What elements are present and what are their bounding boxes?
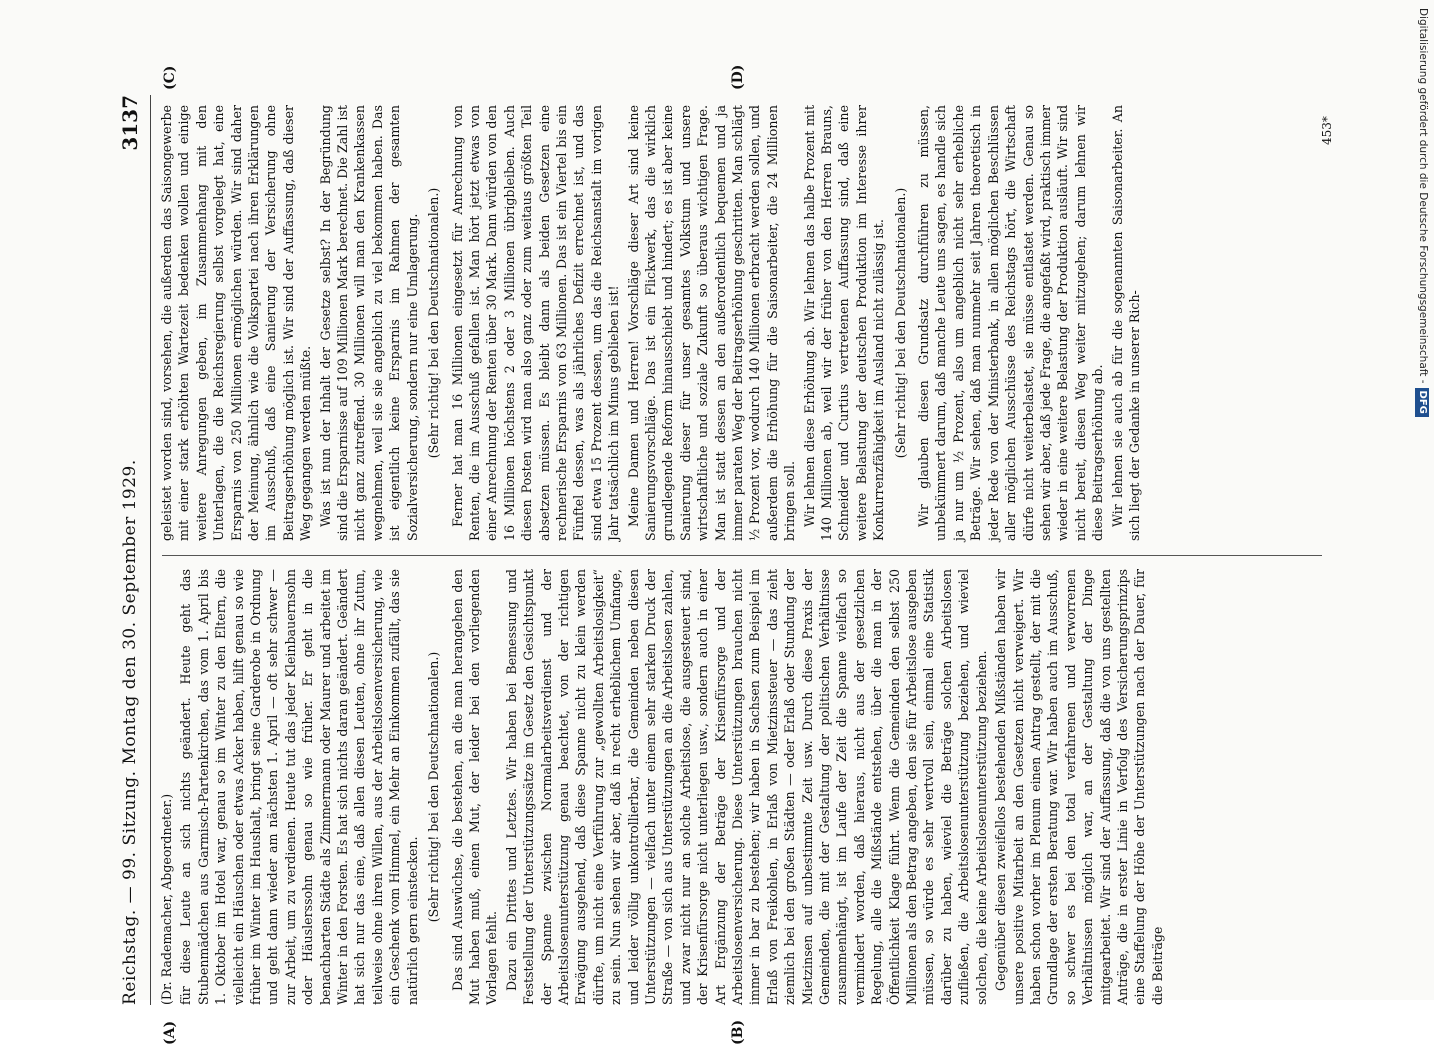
paragraph: Dazu ein Drittes und Letztes. Wir haben bei Bemessung und Feststellung der Unterstützungssätze im Gesetz den Gesichtspunkt der Spanne zwischen Normalarbeitsverdienst und der Arbeitslosenunterstützung genau beachtet, von der richtigen Erwägung ausgehend, daß diese Spanne nicht zu klein werden dürfte, um nicht eine Verführung zur „gewollten Arbeitslosigkeit“ zu sein. Nun sehen wir aber, daß in recht erheblichem Umfange, und leider völlig unkontrollierbar, die Gemeinden neben diesen Unterstützungen — vielfach unter einem sehr starken Druck der Straße — von sich aus Unterstützungen an die Arbeitslosen zahlen, und zwar nicht nur an solche Arbeitslose, die ausgesteuert sind, der Krisenfürsorge nicht unterliegen usw., sondern auch in einer Art Ergänzung der Beträge der Krisenfürsorge und der Arbeitslosenversicherung. Diese Unterstützungen brauchen nicht immer in bar zu bestehen; wir haben in Sachsen zum Beispiel im Erlaß von Freikohlen, in Erlaß von Mietzinssteuer — das zieht ziemlich bei den großen Städten — oder Erlaß oder Stundung der Mietzinsen auf unbestimmte Zeit usw. Durch diese Praxis der Gemeinden, die mit der Gestaltung der politischen Verhältnisse zusammenhängt, ist im Laufe der Zeit die Spanne vielfach so vermindert worden, daß hieraus, nicht aus der gesetzlichen Regelung, alle die Mißstände entstehen, über die man in der Öffentlichkeit Klage führt. Wenn die Gemeinden den selbst 250 Millionen als den Betrag angeben, den sie für Arbeitslose ausgeben müssen, so würde es sehr wertvoll sein, einmal eine Statistik darüber zu haben, wieviel die Beträge solchen Arbeitslosen zufließen, die Arbeitslosenunterstützung beziehen, und wieviel solchen, die keine Arbeitslosenunterstützung beziehen.	[503, 569, 989, 1005]
margin-marker-b: (B)	[730, 1019, 746, 1045]
paragraph: Meine Damen und Herren! Vorschläge dieser Art sind keine Sanierungsvorschläge. Das ist ein Flickwerk, das die wirklich grundlegende Reform hinausschiebt und hindert; es ist aber keine Sanierung dieser für unser gesamtes Volkstum und unsere wirtschaftliche und soziale Zukunft so überaus wichtigen Frage. Man ist statt dessen an den außerordentlich bequemen und ja immer paraten Weg der Beitragserhöhung geschritten. Man schlägt ½ Prozent vor, wodurch 140 Millionen erbracht werden sollen, und außerdem die Erhöhung für die Saisonarbeiter, die 24 Millionen bringen soll.	[625, 105, 798, 541]
page-header	[110, 95, 151, 1005]
interjection: (Sehr richtig! bei den Deutschnationalen.)	[892, 187, 908, 459]
margin-marker-c: (C)	[162, 65, 178, 90]
margin-marker-a: (A)	[162, 1020, 178, 1045]
paragraph: Das sind Auswüchse, die bestehen, an die man herangehen den Mut haben muß, einen Mut, der leider bei den vorliegenden Vorlagen fehlt.	[449, 569, 500, 1005]
paragraph: Was ist nun der Inhalt der Gesetze selbst? In der Begründung sind die Ersparnisse auf 109 Millionen Mark berechnet. Die Zahl ist nicht ganz zutreffend. 30 Millionen will man den Krankenkassen wegnehmen, weil sie sie angeblich zu viel bekommen haben. Das ist eigentlich keine Ersparnis im Rahmen der gesamten Sozialversicherung, sondern nur eine Umlagerung.	[317, 105, 420, 541]
paragraph: Wir glauben diesen Grundsatz durchführen zu müssen, unbekümmert darum, daß manche Leute uns sagen, es handle sich ja nur um ½ Prozent, also um angeblich nicht sehr erhebliche Beträge. Wir sehen, daß man nunmehr seit Jahren theoretisch in jeder Rede von der Ministerbank, in allen möglichen Beschlüssen aller möglichen Ausschüsse des Reichstags hört, die Wirtschaft dürfe nicht weiterbelastet, sie müsse entlastet werden. Genau so sehen wir aber, daß jede Frage, die angefaßt wird, praktisch immer wieder in eine weitere Belastung der Produktion ausläuft. Wir sind nicht bereit, diesen Weg weiter mitzugehen; darum lehnen wir diese Beitragserhöhung ab.	[916, 105, 1106, 541]
paragraph: Gegenüber diesen zweifellos bestehenden Mißständen haben wir unsere positive Mitarbeit an den Gesetzen nicht verweigert. Wir haben schon vorher im Plenum einen Antrag gestellt, der mit die Grundlage der ersten Beratung war. Wir haben auch im Ausschuß, so schwer es bei den total verfahrenen und verworrenen Verhältnissen möglich war, an der Gestaltung der Dinge mitgearbeitet. Wir sind der Auffassung, daß die von uns gestellten Anträge, die in erster Linie in Verfolg des Versicherungsprinzips eine Staffelung der Höhe der Unterstützungen nach der Dauer, für die Beiträge	[993, 569, 1165, 1005]
interjection: (Sehr richtig! bei den Deutschnationalen.)	[426, 651, 442, 923]
paragraph: geleistet worden sind, vorsehen, die außerdem das Saisongewerbe mit einer stark erhöhten Wartezeit bedenken wollen und einige weitere Anregungen geben, im Zusammenhang mit den Unterlagen, die die Reichsregierung selbst vorgelegt hat, eine Ersparnis von 250 Millionen ermöglichen würden. Wir sind daher der Meinung, ähnlich wie die Volkspartei nach ihren Erklärungen im Ausschuß, daß eine Sanierung der Versicherung ohne Beitragserhöhung möglich ist. Wir sind der Auffassung, daß dieser Weg gegangen werden müßte.	[159, 105, 314, 541]
digitization-credit-strip	[1412, 8, 1434, 988]
signature-mark: 453*	[1320, 116, 1334, 145]
paragraph: (Dr. Rademacher, Abgeordneter.)	[159, 793, 174, 1005]
paragraph: Ferner hat man 16 Millionen eingesetzt für Anrechnung von Renten, die im Ausschuß gefallen ist. Man hört jetzt etwas von einer Anrechnung der Renten über 30 Mark. Dann würden von den 16 Millionen höchstens 2 oder 3 Millionen übrigbleiben. Auch diesen Posten wird man also ganz oder zum weitaus größten Teil absetzen müssen. Es bleibt dann als beiden Gesetzen eine rechnerische Ersparnis von 63 Millionen. Das ist ein Viertel bis ein Fünftel dessen, was als jährliches Defizit errechnet ist, und das sind etwa 15 Prozent dessen, um das die Reichsanstalt im vorigen Jahr tatsächlich im Minus geblieben ist!	[449, 105, 622, 541]
paragraph: für diese Leute an sich nichts geändert. Heute geht das Stubenmädchen aus Garmisch-Partenkirchen, das vom 1. April bis 1. Oktober im Hotel war, genau so im Winter zu den Eltern, die vielleicht ein Häuschen oder etwas Acker haben, hilft genau so wie früher im Winter im Haushalt, bringt seine Garderobe in Ordnung und geht dann wieder am nächsten 1. April — oft sehr schwer — zur Arbeit, um zu verdienen. Heute tut das jeder Kleinbauernsohn oder Häuslerssohn genau so wie früher. Er geht in die benachbarten Städte als Zimmermann oder Maurer und arbeitet im Winter in den Forsten. Es hat sich nichts daran geändert. Geändert hat sich nur das eine, daß allen diesen Leuten, ohne ihr Zutun, teilweise ohne ihren Willen, aus der Arbeitslosenversicherung, wie ein Geschenk vom Himmel, ein Mehr an Einkommen zufällt, das sie natürlich gern einstecken.	[178, 569, 420, 1005]
header-title: Reichstag. — 99. Sitzung. Montag den 30. September 1929.	[120, 459, 140, 1005]
credit-text: Digitalisierung gefördert durch die Deutsche Forschungsgemeinschaft -	[1417, 8, 1429, 384]
column-divider	[162, 555, 1322, 556]
interjection: (Sehr richtig! bei den Deutschnationalen.)	[426, 187, 442, 459]
page-number: 3137	[118, 95, 142, 151]
text-column-left	[158, 569, 1168, 1005]
dfg-logo: DFG	[1415, 388, 1429, 417]
digitization-credit	[1412, 8, 1434, 988]
paragraph: Wir lehnen diese Erhöhung ab. Wir lehnen das halbe Prozent mit 140 Millionen ab, weil wir der früher von den Herren Brauns, Schneider und Curtius vertretenen Auffassung sind, daß eine weitere Belastung der deutschen Produktion im Interesse ihrer Konkurrenzfähigkeit im Ausland nicht zulässig ist.	[801, 105, 887, 541]
text-column-right	[158, 105, 1145, 541]
rotated-page	[110, 64, 1340, 1045]
paragraph: Wir lehnen sie auch ab für die sogenannten Saisonarbeiter. An sich liegt der Gedanke in unserer Rich-	[1109, 105, 1142, 541]
margin-marker-d: (D)	[730, 64, 746, 90]
